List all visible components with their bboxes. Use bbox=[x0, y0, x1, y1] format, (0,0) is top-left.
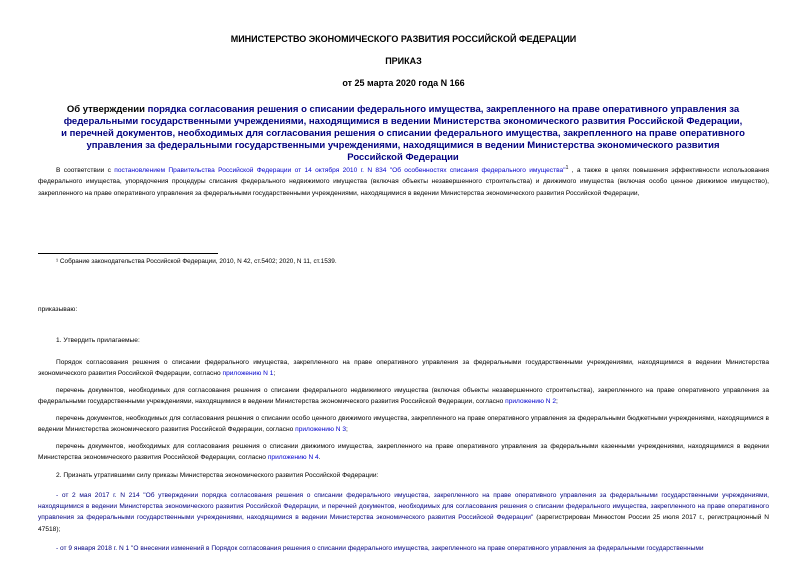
appendix-4-link[interactable]: приложению N 4 bbox=[267, 454, 319, 462]
appendix-3-link[interactable]: приложению N 3 bbox=[295, 426, 347, 434]
footnote-text: ¹ Собрание законодательства Российской Федерации, 2010, N 42, ст.5402; 2020, N 11, ст.1539. bbox=[56, 258, 337, 265]
repeal-order-214-link[interactable]: - от 2 мая 2017 г. N 214 "Об утверждении порядка согласования решения о списании федерального имущества, закрепленного на праве оперативного управления за федеральными государственными учреждениями, находящимися в ведении Министерства экономического развития Российской Федерации, и перечней документов, необходимых для согласования решения о списании федерального имущества, закрепленного на праве оперативного управления за федеральными государственными учреждениями, находящимися в ведении Министерства экономического развития Российской Федерации" bbox=[38, 492, 769, 522]
preamble-paragraph bbox=[38, 163, 769, 199]
ministry-heading: МИНИСТЕРСТВО ЭКОНОМИЧЕСКОГО РАЗВИТИЯ РОССИЙСКОЙ ФЕДЕРАЦИИ bbox=[230, 34, 577, 44]
preamble-post: , а также в целях повышения эффективности использования федерального имущества, упорядочения процедуры списания федерального недвижимого имущества (включая объекты незавершенного строительства) и движимого имущества (включая особо ценное движимое имущество), закрепленного на праве оперативного управления за федеральными государственными учреждениями, находящимися в ведении Министерства экономического развития Российской Федерации, bbox=[38, 167, 770, 197]
repeal-item-2 bbox=[38, 543, 769, 554]
doc-date-number: от 25 марта 2020 года N 166 bbox=[342, 78, 465, 88]
repeal-item-1: - от 2 мая 2017 г. N 214 "Об утверждении порядка согласования решения о списании федерального имущества, закрепленного на праве оперативного управления за федеральными государственными учреждениями, находящимися в ведении Министерства экономического развития Российской Федерации, и перечней документов, необходимых для согласования решения о списании федерального имущества, закрепленного на праве оперативного управления за федеральными государственными учреждениями, находящимися в ведении Министерства экономического развития Российской Федерации" (зарегистрирован Минюстом России 25 июля 2017 г., регистрационный N 47518); bbox=[38, 492, 770, 533]
item-2-heading: 2. Признать утратившими силу приказы Министерства экономического развития Российской Федерации: bbox=[56, 472, 379, 479]
subject-lead: Об утверждении bbox=[66, 104, 145, 115]
approve-item-1: Порядок согласования решения о списании федерального имущества, закрепленного на праве оперативного управления за федеральными государственными учреждениями, находящимися в ведении Министерства экономического развития Российской Федерации, согласно приложению N 1; bbox=[38, 359, 769, 378]
appendix-1-link[interactable]: приложению N 1 bbox=[222, 370, 274, 378]
order-word: приказываю: bbox=[38, 306, 78, 313]
repeal-order-1-link[interactable]: - от 9 января 2018 г. N 1 "О внесении изменений в Порядок согласования решения о списании федерального имущества, закрепленного на праве оперативного управления за федеральными государственными bbox=[56, 545, 704, 552]
item-1-heading: 1. Утвердить прилагаемые: bbox=[56, 337, 140, 344]
approve-item-4: перечень документов, необходимых для согласования решения о списании движимого имущества, закрепленного на праве оперативного управления за федеральными казенными учреждениями, находящимися в ведении Министерства экономического развития Российской Федерации, согласно приложению N 4. bbox=[38, 443, 769, 462]
doc-type-heading: ПРИКАЗ bbox=[385, 56, 422, 66]
preamble-pre: В соответствии с bbox=[56, 167, 111, 175]
appendix-2-link[interactable]: приложению N 2 bbox=[505, 398, 557, 406]
document-subject bbox=[60, 104, 746, 164]
footnote-divider bbox=[38, 253, 218, 254]
approve-item-2: перечень документов, необходимых для согласования решения о списании федерального недвижимого имущества (включая объекты незавершенного строительства), закрепленного на праве оперативного управления за федеральными государственными учреждениями, находящимися в ведении Министерства экономического развития Российской Федерации, согласно приложению N 2; bbox=[38, 387, 769, 406]
subject-title-link[interactable]: порядка согласования решения о списании федерального имущества, закрепленного на праве оперативного управления за федеральными государственными учреждениями, находящимися в ведении Министерства экономического развития Российской Федерации, и перечней документов, необходимых для согласования решения о списании федерального имущества, закрепленного на праве оперативного управления за федеральными государственными учреждениями, находящимися в ведении Министерства экономического развития Российской Федерации bbox=[61, 104, 745, 163]
footnote-ref[interactable]: 1 bbox=[565, 165, 569, 171]
preamble-resolution-link[interactable]: постановлением Правительства Российской Федерации от 14 октября 2010 г. N 834 "Об особенностях списания федерального имущества" bbox=[114, 167, 566, 175]
approve-item-3: перечень документов, необходимых для согласования решения о списании особо ценного движимого имущества, закрепленного на праве оперативного управления за федеральными бюджетными учреждениями, находящимися в ведении Министерства экономического развития Российской Федерации, согласно приложению N 3; bbox=[38, 415, 769, 434]
